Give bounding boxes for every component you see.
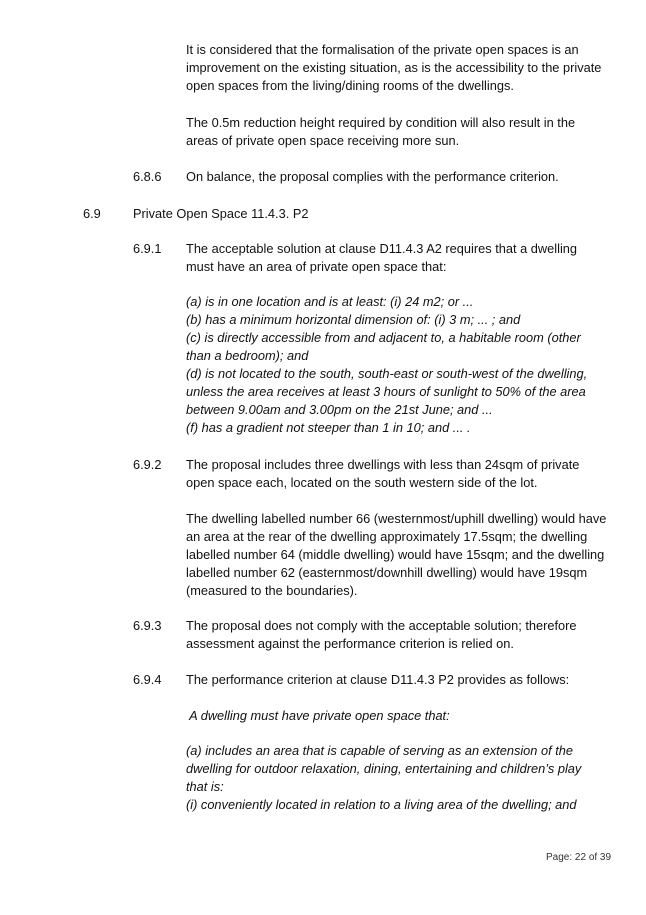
quote-line: (d) is not located to the south, south-east or south-west of the dwelling, — [186, 366, 588, 381]
clause-number: 6.9.3 — [133, 618, 162, 633]
text-line: It is considered that the formalisation of the private open spaces is an — [186, 42, 579, 57]
quote-line: (b) has a minimum horizontal dimension of: (i) 3 m; ... ; and — [186, 312, 521, 327]
clause-number: 6.9.2 — [133, 457, 162, 472]
quote-line: unless the area receives at least 3 hours of sunlight to 50% of the area — [186, 384, 586, 399]
text-line: assessment against the performance criterion is relied on. — [186, 636, 514, 651]
quote-line: (c) is directly accessible from and adjacent to, a habitable room (other — [186, 330, 581, 345]
text-line: On balance, the proposal complies with the performance criterion. — [186, 169, 559, 184]
quote-line: (f) has a gradient not steeper than 1 in 10; and ... . — [186, 420, 471, 435]
quote-line: than a bedroom); and — [186, 348, 309, 363]
text-line: labelled number 62 (easternmost/downhill dwelling) would have 19sqm — [186, 565, 588, 580]
text-line: The dwelling labelled number 66 (westernmost/uphill dwelling) would have — [186, 511, 607, 526]
text-line: The acceptable solution at clause D11.4.3 A2 requires that a dwelling — [186, 241, 578, 256]
quote-line: dwelling for outdoor relaxation, dining, entertaining and children’s play — [186, 761, 582, 776]
clause-number: 6.9.1 — [133, 241, 162, 256]
quote-line: (a) is in one location and is at least: (i) 24 m2; or ... — [186, 294, 474, 309]
quoted-performance-criterion — [186, 742, 606, 814]
section-number: 6.9 — [83, 206, 101, 221]
quote-line: (i) conveniently located in relation to a living area of the dwelling; and — [186, 797, 577, 812]
clause-paragraph — [186, 510, 606, 600]
clause-text — [186, 240, 606, 276]
intro-paragraph-1 — [186, 41, 606, 95]
clause-number: 6.8.6 — [133, 169, 162, 184]
text-line: The proposal does not comply with the acceptable solution; therefore — [186, 618, 577, 633]
text-line: an area at the rear of the dwelling approximately 17.5sqm; the dwelling — [186, 529, 588, 544]
text-line: improvement on the existing situation, as is the accessibility to the private — [186, 60, 602, 75]
text-line: must have an area of private open space that: — [186, 259, 447, 274]
quoted-acceptable-solution — [186, 293, 606, 437]
text-line: labelled number 64 (middle dwelling) would have 15sqm; and the dwelling — [186, 547, 605, 562]
section-title: Private Open Space 11.4.3. P2 — [133, 206, 309, 221]
clause-number: 6.9.4 — [133, 672, 162, 687]
text-line: The proposal includes three dwellings with less than 24sqm of private — [186, 457, 580, 472]
quote-line: that is: — [186, 779, 224, 794]
intro-paragraph-2 — [186, 114, 606, 150]
clause-text — [186, 168, 606, 186]
text-line: open space each, located on the south western side of the lot. — [186, 475, 538, 490]
quoted-performance-criterion-lead: A dwelling must have private open space that: — [186, 708, 450, 723]
quote-line: between 9.00am and 3.00pm on the 21st June; and ... — [186, 402, 493, 417]
page-number: Page: 22 of 39 — [546, 852, 612, 863]
clause-text — [186, 617, 606, 653]
text-line: The performance criterion at clause D11.4.3 P2 provides as follows: — [186, 672, 570, 687]
clause-text — [186, 671, 606, 689]
text-line: The 0.5m reduction height required by condition will also result in the — [186, 115, 576, 130]
text-line: open spaces from the living/dining rooms of the dwellings. — [186, 78, 514, 93]
text-line: (measured to the boundaries). — [186, 583, 358, 598]
clause-text — [186, 456, 606, 492]
quote-line: (a) includes an area that is capable of serving as an extension of the — [186, 743, 573, 758]
text-line: areas of private open space receiving more sun. — [186, 133, 460, 148]
